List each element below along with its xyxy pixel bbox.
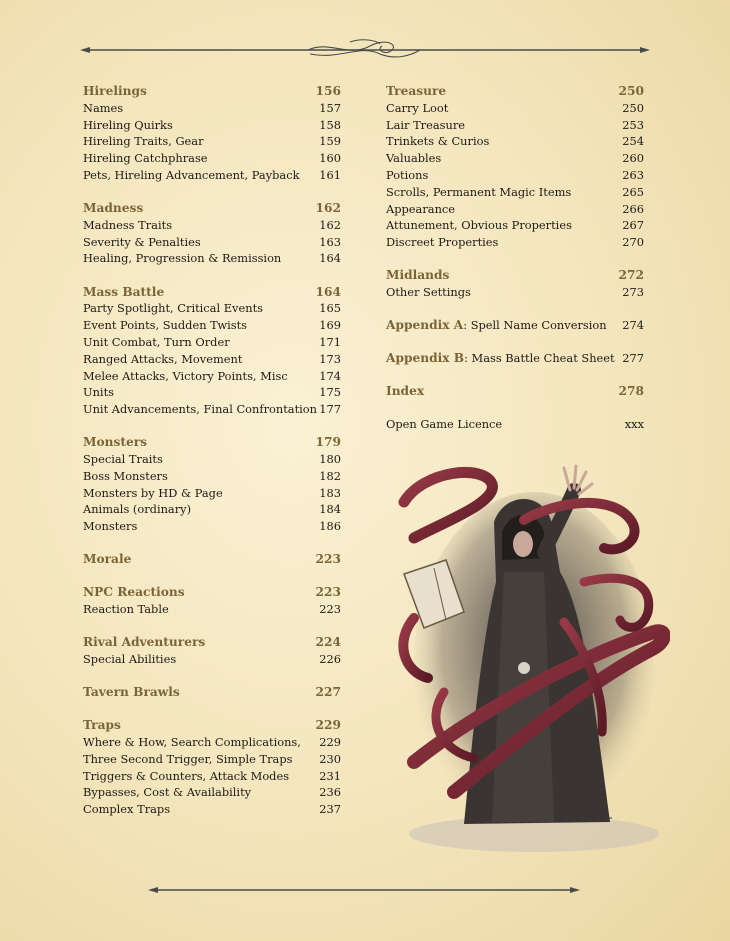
toc-left-column: [83, 83, 341, 834]
toc-heading[interactable]: [83, 717, 341, 734]
toc-entry-label: Units: [83, 385, 115, 400]
toc-entry[interactable]: [83, 784, 341, 801]
page-number: 226: [319, 652, 341, 667]
page-number: 231: [319, 768, 341, 783]
toc-section-madness: [83, 200, 341, 267]
toc-entry-label: Severity & Penalties: [83, 234, 201, 249]
toc-heading-title: Monsters: [83, 435, 148, 450]
page-number: 173: [319, 351, 341, 366]
toc-section-hirelings: [83, 83, 341, 184]
page-number: 223: [315, 585, 341, 600]
toc-heading-title: Madness: [83, 201, 144, 216]
toc-entry[interactable]: [83, 751, 341, 768]
toc-heading-title: Index: [386, 384, 425, 399]
toc-entry[interactable]: [83, 217, 341, 234]
toc-entry[interactable]: [386, 217, 644, 234]
page-number: xxx: [624, 417, 644, 432]
toc-entry-label: Healing, Progression & Remission: [83, 251, 282, 266]
page-number: 186: [319, 519, 341, 534]
toc-entry[interactable]: [386, 234, 644, 251]
page-number: 227: [315, 685, 341, 700]
toc-heading[interactable]: [83, 200, 341, 217]
page-number: 229: [315, 718, 341, 733]
toc-section-traps: [83, 717, 341, 818]
toc-entry-label: Event Points, Sudden Twists: [83, 318, 248, 333]
toc-entry-label: Boss Monsters: [83, 468, 168, 483]
page-number: 236: [319, 785, 341, 800]
toc-entry-label: Unit Advancements, Final Confrontation: [83, 402, 318, 417]
page-number: 250: [622, 100, 644, 115]
toc-heading-title: Treasure: [386, 84, 447, 98]
toc-entry-label: Hireling Quirks: [83, 117, 173, 132]
page-number: 163: [319, 234, 341, 249]
toc-entry-label: Pets, Hireling Advancement, Payback: [83, 167, 300, 182]
toc-entry-label: Ranged Attacks, Movement: [83, 351, 243, 366]
page-number: 162: [315, 201, 341, 216]
toc-section-tavern-brawls: [83, 684, 341, 701]
toc-entry[interactable]: [386, 150, 644, 167]
toc-entry[interactable]: [83, 100, 341, 117]
toc-entry-label: Monsters by HD & Page: [83, 485, 223, 500]
toc-entry-label: Scrolls, Permanent Magic Items: [386, 184, 572, 199]
toc-entry-label: Triggers & Counters, Attack Modes: [83, 768, 290, 783]
toc-entry[interactable]: [83, 501, 341, 518]
toc-entry-label: Lair Treasure: [386, 117, 466, 132]
toc-heading-title: Morale: [83, 552, 132, 567]
page-number: 270: [622, 235, 644, 250]
toc-entry-label: Bypasses, Cost & Availability: [83, 785, 252, 800]
page-number: 175: [319, 385, 341, 400]
page-number: 267: [622, 218, 644, 233]
toc-entry-label: Potions: [386, 167, 429, 182]
toc-entry-label: Valuables: [386, 151, 442, 166]
toc-entry-label: Names: [83, 100, 124, 115]
page-number: 177: [319, 402, 341, 417]
toc-entry[interactable]: [83, 485, 341, 502]
toc-right-column: [386, 83, 644, 450]
toc-heading[interactable]: [83, 83, 341, 100]
toc-entry[interactable]: [386, 284, 644, 301]
page-number: 162: [319, 217, 341, 232]
page-number: 158: [319, 117, 341, 132]
toc-entry[interactable]: [83, 768, 341, 785]
top-ornament-divider: [80, 36, 650, 64]
toc-entry-label: Discreet Properties: [386, 235, 499, 250]
page-number: 180: [319, 452, 341, 467]
toc-entry-label: Open Game Licence: [386, 417, 503, 432]
page-number: 179: [315, 435, 341, 450]
page-number: 250: [618, 84, 644, 98]
page-number: 272: [618, 268, 644, 283]
page-number: 263: [622, 167, 644, 182]
toc-heading-title: Tavern Brawls: [83, 685, 180, 700]
page-number: 174: [319, 368, 341, 383]
toc-entry-label: Monsters: [83, 519, 138, 534]
toc-section-morale: [83, 551, 341, 568]
toc-entry[interactable]: [386, 167, 644, 184]
page-number: 223: [315, 552, 341, 567]
page-number: 157: [319, 100, 341, 115]
toc-entry-label: Reaction Table: [83, 602, 169, 617]
toc-heading[interactable]: [386, 83, 644, 100]
toc-entry[interactable]: [83, 651, 341, 668]
toc-heading[interactable]: [83, 584, 341, 601]
toc-heading[interactable]: [83, 551, 341, 568]
toc-entry[interactable]: [386, 100, 644, 117]
toc-entry-label: Hireling Traits, Gear: [83, 134, 204, 149]
toc-entry-label: Special Traits: [83, 452, 163, 467]
toc-section-monsters: [83, 434, 341, 535]
toc-entry-label: Trinkets & Curios: [386, 134, 490, 149]
toc-heading-title: Midlands: [386, 268, 450, 283]
toc-section-ogl: [386, 416, 644, 433]
page-number: 237: [319, 802, 341, 817]
toc-heading[interactable]: [386, 383, 644, 400]
hooded-necromancer-illustration: [384, 462, 670, 854]
page-number: 273: [622, 285, 644, 300]
toc-heading[interactable]: [83, 684, 341, 701]
page-number: 278: [618, 384, 644, 399]
page-number: 169: [319, 318, 341, 333]
bottom-ornament-divider: [148, 880, 580, 900]
toc-heading[interactable]: [386, 267, 644, 284]
toc-entry[interactable]: [83, 317, 341, 334]
toc-heading-title: NPC Reactions: [83, 585, 185, 600]
toc-entry[interactable]: [83, 334, 341, 351]
page-number: 164: [319, 251, 341, 266]
toc-entry-label: Attunement, Obvious Properties: [386, 218, 572, 233]
toc-entry[interactable]: [83, 468, 341, 485]
toc-heading[interactable]: [83, 434, 341, 451]
toc-section-treasure: [386, 83, 644, 251]
toc-section-appendix-b: [386, 350, 644, 367]
toc-entry-label: Appearance: [386, 201, 456, 216]
toc-section-mass-battle: [83, 284, 341, 418]
toc-entry-label: Madness Traits: [83, 217, 173, 232]
toc-entry-label: Complex Traps: [83, 802, 171, 817]
page-number: 274: [622, 318, 644, 333]
page-number: 184: [319, 502, 341, 517]
toc-section-index: [386, 383, 644, 400]
toc-entry-label: Party Spotlight, Critical Events: [83, 301, 263, 316]
toc-section-rival-adventurers: [83, 634, 341, 668]
toc-entry[interactable]: [386, 201, 644, 218]
toc-heading[interactable]: Appendix A: Spell Name Conversion 274: [386, 318, 644, 333]
toc-entry[interactable]: [83, 451, 341, 468]
page-number: 253: [622, 117, 644, 132]
toc-entry[interactable]: [83, 384, 341, 401]
toc-heading-title: Hirelings: [83, 84, 147, 98]
toc-section-appendix-a: [386, 317, 644, 334]
toc-entry[interactable]: [83, 250, 341, 267]
page-number: 254: [622, 134, 644, 149]
toc-heading-title: Traps: [83, 718, 121, 733]
page-number: 266: [622, 201, 644, 216]
toc-entry-label: Other Settings: [386, 285, 471, 300]
toc-heading-title: Rival Adventurers: [83, 635, 206, 650]
page-number: 230: [319, 751, 341, 766]
toc-entry[interactable]: [83, 801, 341, 818]
toc-entry[interactable]: [83, 234, 341, 251]
toc-entry-label: Where & How, Search Complications,: [83, 735, 301, 750]
toc-entry[interactable]: [83, 150, 341, 167]
toc-entry[interactable]: [386, 133, 644, 150]
page-number: 160: [319, 151, 341, 166]
toc-heading[interactable]: [83, 634, 341, 651]
page-number: 171: [319, 334, 341, 349]
page-number: 164: [315, 284, 341, 299]
page-number: 265: [622, 184, 644, 199]
toc-entry-label: Unit Combat, Turn Order: [83, 334, 230, 349]
toc-entry[interactable]: [83, 734, 341, 751]
page-number: 260: [622, 151, 644, 166]
page-number: 277: [622, 351, 644, 366]
page-number: 183: [319, 485, 341, 500]
toc-section-npc-reactions: [83, 584, 341, 618]
toc-entry-label: Animals (ordinary): [83, 502, 192, 517]
toc-entry-label: Three Second Trigger, Simple Traps: [83, 751, 293, 766]
toc-heading[interactable]: Appendix B: Mass Battle Cheat Sheet 277: [386, 351, 644, 366]
toc-entry[interactable]: [386, 117, 644, 134]
page-number: 161: [319, 167, 341, 182]
toc-heading[interactable]: [83, 284, 341, 301]
toc-entry[interactable]: [83, 351, 341, 368]
toc-entry[interactable]: [83, 518, 341, 535]
toc-entry[interactable]: [83, 300, 341, 317]
toc-entry[interactable]: [83, 167, 341, 184]
toc-heading-title: Mass Battle: [83, 284, 165, 299]
toc-entry[interactable]: [83, 117, 341, 134]
toc-entry[interactable]: [83, 601, 341, 618]
toc-entry-label: Melee Attacks, Victory Points, Misc: [83, 368, 288, 383]
page-number: 182: [319, 468, 341, 483]
page-number: 156: [315, 84, 341, 98]
toc-entry[interactable]: [83, 133, 341, 150]
toc-entry-label: Special Abilities: [83, 652, 177, 667]
page-number: 229: [319, 735, 341, 750]
toc-entry[interactable]: [83, 401, 341, 418]
page-number: 224: [315, 635, 341, 650]
toc-entry-label: Hireling Catchphrase: [83, 151, 208, 166]
toc-section-midlands: [386, 267, 644, 301]
toc-entry[interactable]: [386, 416, 644, 433]
page-number: 159: [319, 134, 341, 149]
toc-entry[interactable]: [386, 184, 644, 201]
page-number: 223: [319, 602, 341, 617]
page-number: 165: [319, 301, 341, 316]
toc-entry-label: Carry Loot: [386, 100, 449, 115]
toc-entry[interactable]: [83, 368, 341, 385]
